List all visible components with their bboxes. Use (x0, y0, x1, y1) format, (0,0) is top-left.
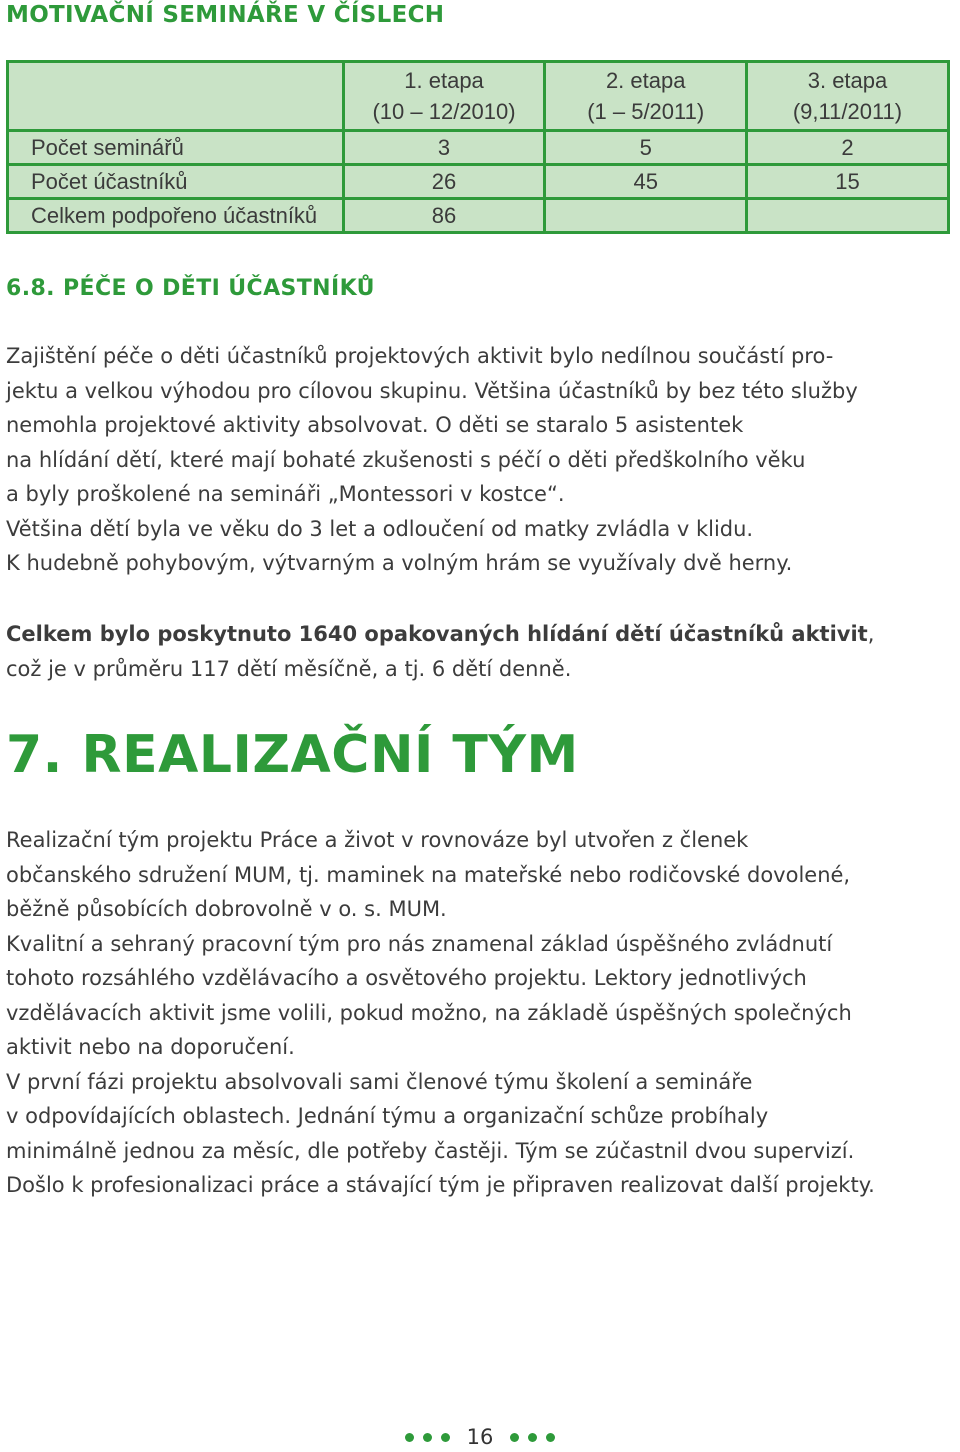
dot-icon (510, 1433, 519, 1442)
row-value: 86 (343, 199, 545, 233)
row-value: 26 (343, 165, 545, 199)
paragraph-line: V první fázi projektu absolvovali sami členové týmu školení a semináře (6, 1069, 753, 1094)
page-number: 16 (466, 1425, 494, 1449)
paragraph-line: K hudebně pohybovým, výtvarným a volným hrám se využívaly dvě herny. (6, 551, 793, 575)
stage-period: (10 – 12/2010) (372, 99, 516, 124)
dot-icon (423, 1433, 432, 1442)
care-section-title: 6.8. PÉČE O DĚTI ÚČASTNÍKŮ (6, 276, 375, 301)
paragraph-line: aktivit nebo na doporučení. (6, 1035, 295, 1059)
paragraph-line: a byly proškolené na semináři „Montessori v kostce“. (6, 482, 565, 506)
paragraph-line: Kvalitní a sehraný pracovní tým pro nás znamenal základ úspěšného zvládnutí (6, 931, 833, 956)
table-header-stage-1 (343, 62, 545, 131)
paragraph-line: běžně působících dobrovolně v o. s. MUM. (6, 897, 447, 921)
seminars-section-title: MOTIVAČNÍ SEMINÁŘE V ČÍSLECH (6, 2, 445, 28)
paragraph-line: vzdělávacích aktivit jsme volili, pokud možno, na základě úspěšných společných (6, 1000, 852, 1025)
table-header-stage-3 (746, 62, 948, 131)
stage-label: 2. etapa (605, 68, 686, 93)
row-value: 45 (545, 165, 747, 199)
team-paragraph (6, 823, 956, 1203)
table-header-row (8, 62, 949, 131)
row-value: 15 (746, 165, 948, 199)
paragraph-line: občanského sdružení MUM, tj. maminek na mateřské nebo rodičovské dovolené, (6, 862, 851, 887)
table-row (8, 165, 949, 199)
care-paragraph (6, 339, 956, 581)
table-row (8, 131, 949, 165)
summary-line (6, 617, 956, 652)
page-footer (405, 1422, 555, 1452)
paragraph-line: jektu a velkou výhodou pro cílovou skupinu. Většina účastníků by bez této služby (6, 378, 858, 403)
stage-period: (9,11/2011) (792, 99, 903, 124)
dot-icon (441, 1433, 450, 1442)
summary-comma: , (867, 622, 875, 646)
stage-label: 3. etapa (807, 68, 888, 93)
summary-line-2: což je v průměru 117 dětí měsíčně, a tj. 6 dětí denně. (6, 656, 572, 681)
table-row (8, 199, 949, 233)
row-label: Celkem podpořeno účastníků (8, 199, 344, 233)
table-header-stage-2 (545, 62, 747, 131)
team-section-title: 7. REALIZAČNÍ TÝM (6, 725, 579, 785)
paragraph-line: na hlídání dětí, které mají bohaté zkušenosti s péčí o děti předškolního věku (6, 447, 806, 472)
paragraph-line: Realizační tým projektu Práce a život v rovnováze byl utvořen z členek (6, 828, 749, 852)
paragraph-line: Došlo k profesionalizaci práce a stávající tým je připraven realizovat další projekty. (6, 1173, 875, 1197)
row-value: 3 (343, 131, 545, 165)
paragraph-line: Zajištění péče o děti účastníků projektových aktivit bylo nedílnou součástí pro- (6, 344, 834, 368)
care-summary (6, 617, 956, 686)
dot-icon (405, 1433, 414, 1442)
summary-bold-text: Celkem bylo poskytnuto 1640 opakovaných hlídání dětí účastníků aktivit (6, 622, 868, 646)
dot-icon (528, 1433, 537, 1442)
row-label: Počet seminářů (8, 131, 344, 165)
row-value: 2 (746, 131, 948, 165)
dot-icon (546, 1433, 555, 1442)
row-value: 5 (545, 131, 747, 165)
row-value (746, 199, 948, 233)
row-value (545, 199, 747, 233)
paragraph-line: minimálně jednou za měsíc, dle potřeby častěji. Tým se zúčastnil dvou supervizí. (6, 1138, 855, 1163)
stage-period: (1 – 5/2011) (587, 99, 705, 124)
paragraph-line: nemohla projektové aktivity absolvovat. O děti se staralo 5 asistentek (6, 413, 744, 437)
table-header-empty-cell (8, 62, 344, 131)
paragraph-line: v odpovídajících oblastech. Jednání týmu a organizační schůze probíhaly (6, 1104, 769, 1128)
paragraph-line: tohoto rozsáhlého vzdělávacího a osvětového projektu. Lektory jednotlivých (6, 966, 807, 990)
paragraph-line: Většina dětí byla ve věku do 3 let a odloučení od matky zvládla v klidu. (6, 516, 754, 541)
row-label: Počet účastníků (8, 165, 344, 199)
stage-label: 1. etapa (404, 68, 484, 93)
seminars-table (6, 60, 950, 234)
